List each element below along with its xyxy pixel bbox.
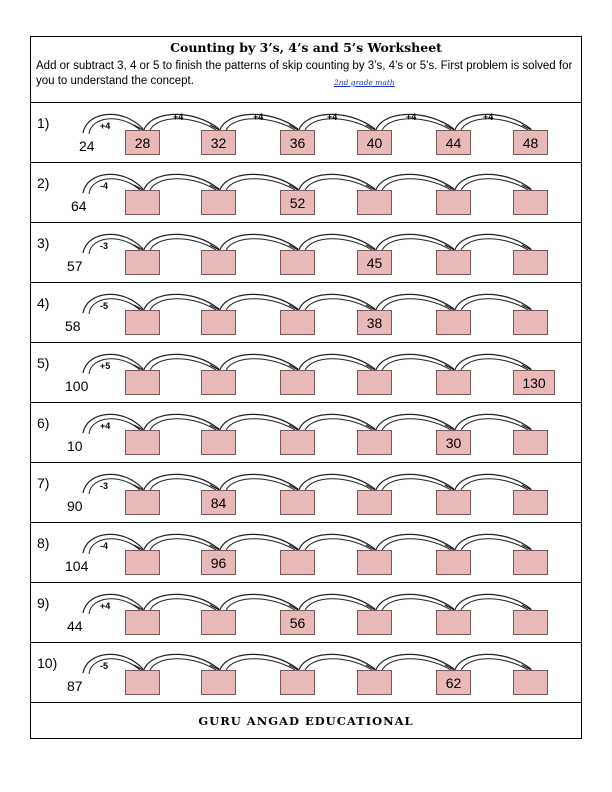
answer-box[interactable]: 84 (201, 490, 236, 515)
start-number: 87 (67, 678, 83, 694)
worksheet-header (31, 37, 581, 103)
answer-box[interactable]: 48 (513, 130, 548, 155)
answer-box[interactable] (280, 430, 315, 455)
step-label: -4 (100, 541, 109, 551)
answer-box[interactable] (513, 550, 548, 575)
answer-box[interactable] (357, 370, 392, 395)
problem-row (31, 103, 581, 163)
answer-box[interactable] (201, 310, 236, 335)
problem-number: 7) (37, 475, 50, 491)
start-number: 58 (65, 318, 81, 334)
problem-row (31, 463, 581, 523)
step-label: -5 (100, 661, 109, 671)
answer-box[interactable]: 96 (201, 550, 236, 575)
problem-number: 5) (37, 355, 50, 371)
answer-box[interactable] (125, 670, 160, 695)
answer-box[interactable]: 30 (436, 430, 471, 455)
problem-number: 2) (37, 175, 50, 191)
answer-box[interactable] (513, 430, 548, 455)
answer-box[interactable]: 56 (280, 610, 315, 635)
problem-row (31, 163, 581, 223)
answer-box[interactable] (280, 490, 315, 515)
start-number: 64 (71, 198, 87, 214)
problem-row (31, 343, 581, 403)
step-label: +4 (406, 112, 417, 122)
step-label: +4 (173, 112, 184, 122)
problem-row (31, 523, 581, 583)
answer-box[interactable] (280, 550, 315, 575)
start-number: 104 (65, 558, 89, 574)
answer-box[interactable] (125, 190, 160, 215)
problem-row (31, 643, 581, 703)
start-number: 10 (67, 438, 83, 454)
worksheet-footer: GURU ANGAD EDUCATIONAL (198, 714, 414, 728)
answer-box[interactable] (357, 430, 392, 455)
answer-box[interactable]: 36 (280, 130, 315, 155)
answer-box[interactable] (436, 310, 471, 335)
answer-box[interactable] (280, 670, 315, 695)
step-label: +4 (100, 421, 111, 431)
step-label: +4 (100, 601, 111, 611)
start-number: 44 (67, 618, 83, 634)
problem-number: 9) (37, 595, 50, 611)
start-number: 100 (65, 378, 89, 394)
answer-box[interactable] (357, 670, 392, 695)
start-number: 90 (67, 498, 83, 514)
step-label: +4 (100, 121, 111, 131)
answer-box[interactable] (201, 670, 236, 695)
answer-box[interactable] (201, 430, 236, 455)
answer-box[interactable] (125, 430, 160, 455)
answer-box[interactable] (201, 250, 236, 275)
start-number: 57 (67, 258, 83, 274)
problem-number: 1) (37, 115, 50, 131)
signature-link[interactable]: 2nd grade math (334, 78, 395, 87)
answer-box[interactable] (436, 250, 471, 275)
answer-box[interactable]: 52 (280, 190, 315, 215)
answer-box[interactable] (201, 190, 236, 215)
answer-box[interactable] (357, 190, 392, 215)
step-label: +4 (327, 112, 338, 122)
answer-box[interactable]: 40 (357, 130, 392, 155)
answer-box[interactable] (436, 610, 471, 635)
answer-box[interactable]: 44 (436, 130, 471, 155)
answer-box[interactable] (125, 250, 160, 275)
answer-box[interactable] (357, 550, 392, 575)
answer-box[interactable] (513, 250, 548, 275)
answer-box[interactable]: 28 (125, 130, 160, 155)
step-label: +4 (483, 112, 494, 122)
answer-box[interactable] (513, 670, 548, 695)
answer-box[interactable] (513, 610, 548, 635)
step-label: -4 (100, 181, 109, 191)
problem-row (31, 223, 581, 283)
problem-row (31, 283, 581, 343)
step-label: -3 (100, 481, 109, 491)
problem-number: 4) (37, 295, 50, 311)
answer-box[interactable] (280, 310, 315, 335)
problem-row (31, 403, 581, 463)
answer-box[interactable] (125, 310, 160, 335)
start-number: 24 (79, 138, 95, 154)
answer-box[interactable] (357, 490, 392, 515)
answer-box[interactable] (436, 550, 471, 575)
problem-row (31, 583, 581, 643)
answer-box[interactable] (513, 310, 548, 335)
answer-box[interactable]: 32 (201, 130, 236, 155)
step-label: +4 (253, 112, 264, 122)
answer-box[interactable] (125, 610, 160, 635)
step-label: -5 (100, 301, 109, 311)
answer-box[interactable]: 38 (357, 310, 392, 335)
answer-box[interactable] (201, 370, 236, 395)
answer-box[interactable] (513, 190, 548, 215)
step-label: +5 (100, 361, 111, 371)
problem-number: 10) (37, 655, 58, 671)
answer-box[interactable] (125, 490, 160, 515)
answer-box[interactable] (125, 550, 160, 575)
answer-box[interactable] (201, 610, 236, 635)
worksheet-sheet (30, 36, 582, 739)
answer-box[interactable]: 62 (436, 670, 471, 695)
step-label: -3 (100, 241, 109, 251)
answer-box[interactable] (436, 490, 471, 515)
answer-box[interactable]: 130 (513, 370, 555, 395)
answer-box[interactable] (513, 490, 548, 515)
answer-box[interactable] (436, 190, 471, 215)
problem-number: 6) (37, 415, 50, 431)
answer-box[interactable] (125, 370, 160, 395)
answer-box[interactable] (280, 370, 315, 395)
problem-number: 8) (37, 535, 50, 551)
worksheet-title: Counting by 3’s, 4’s and 5’s Worksheet (170, 40, 442, 55)
answer-box[interactable]: 45 (357, 250, 392, 275)
answer-box[interactable] (436, 370, 471, 395)
answer-box[interactable] (357, 610, 392, 635)
worksheet-instructions: Add or subtract 3, 4 or 5 to finish the patterns of skip counting by 3’s, 4’s or 5’s. First problem is solved for you to understand the concept. (36, 60, 573, 87)
problem-number: 3) (37, 235, 50, 251)
answer-box[interactable] (280, 250, 315, 275)
